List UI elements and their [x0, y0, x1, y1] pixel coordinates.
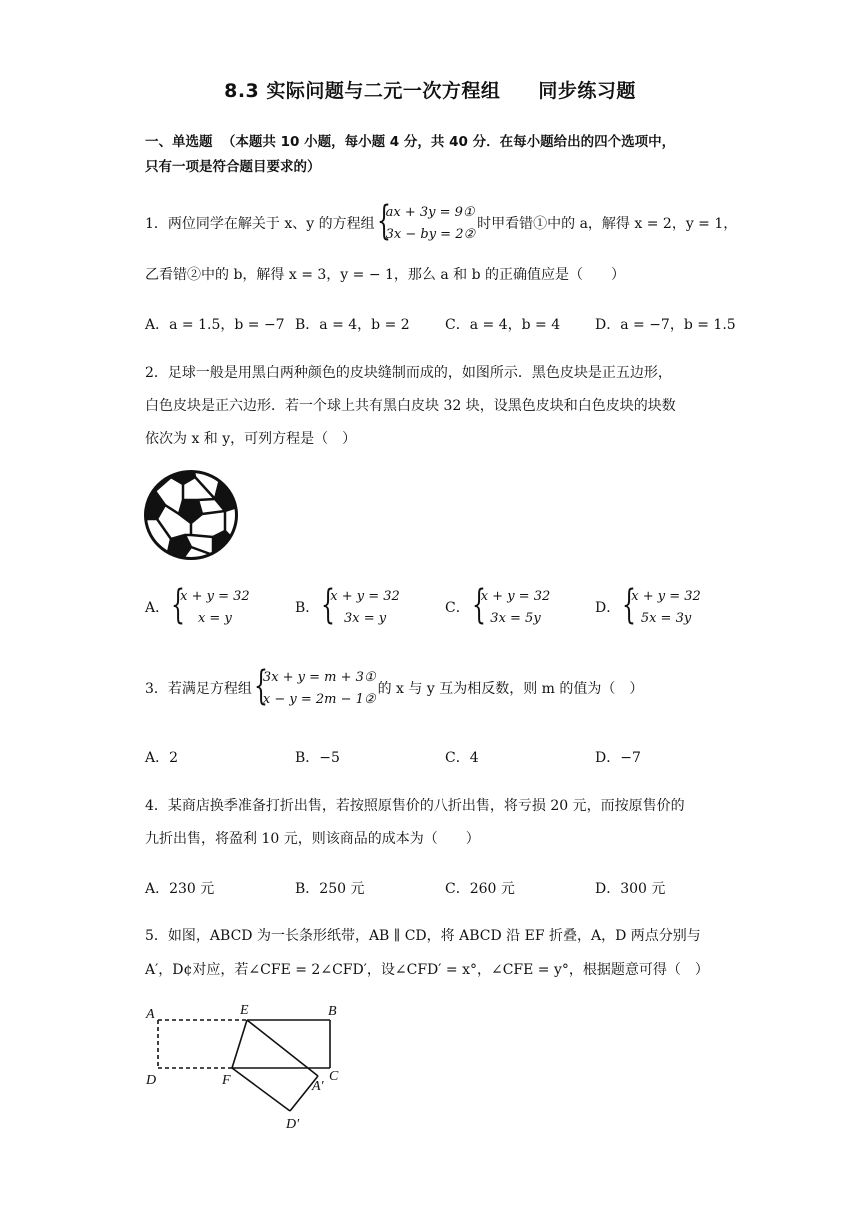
q2-option-b-system: { x + y = 32 3x = y	[321, 582, 400, 628]
q2-a-eq1: x + y = 32	[180, 589, 250, 604]
q1-eq1: ax + 3y = 9①	[385, 205, 475, 220]
q2-b-eq1: x + y = 32	[330, 589, 400, 604]
title-main: 8.3 实际问题与二元一次方程组	[224, 80, 501, 102]
q2-option-c[interactable]	[445, 582, 552, 630]
q3-option-c[interactable]: C．4	[445, 750, 479, 766]
q1-system: { ax + 3y = 9① 3x − by = 2②	[376, 198, 476, 244]
q1-prefix: 1．两位同学在解关于 x、y 的方程组	[145, 216, 375, 232]
q3-suffix: 的 x 与 y 互为相反数，则 m 的值为（ ）	[377, 681, 644, 697]
q4-option-c[interactable]: C．260 元	[445, 881, 515, 897]
q2-option-d[interactable]	[595, 582, 703, 630]
q5-line-2: A′，D¢对应，若∠CFE = 2∠CFD′，设∠CFD′ = x°，∠CFE = y°，根据题意可得（ ）	[145, 962, 709, 978]
q2-a-eq2: x = y	[197, 611, 232, 626]
section-label: 一、单选题	[145, 134, 213, 150]
q1-option-c[interactable]: C．a = 4，b = 4	[445, 317, 561, 333]
q3-option-b[interactable]: B．−5	[295, 750, 340, 766]
question-3	[145, 663, 644, 711]
q2-d-eq1: x + y = 32	[631, 589, 701, 604]
q2-options	[0, 582, 860, 636]
q2-d-eq2: 5x = 3y	[640, 611, 692, 626]
q4-line-1: 4．某商店换季准备打折出售，若按照原售价的八折出售，将亏损 20 元，而按原售价的	[145, 798, 685, 814]
title-sub: 同步练习题	[538, 80, 636, 102]
q4-option-d[interactable]: D．300 元	[595, 881, 666, 897]
q2-c-eq1: x + y = 32	[480, 589, 551, 604]
q3-option-d[interactable]: D．−7	[595, 750, 641, 766]
q1-option-a[interactable]: A．a = 1.5，b = −7	[145, 317, 285, 333]
q2-line-1: 2．足球一般是用黑白两种颜色的皮块缝制而成的，如图所示．黑色皮块是正五边形，	[145, 365, 672, 381]
label-D: D	[146, 1073, 157, 1088]
soccer-ball-image	[143, 469, 239, 561]
q2-line-3: 依次为 x 和 y，可列方程是（ ）	[145, 431, 357, 447]
q2-option-c-system: { x + y = 32 3x = 5y	[471, 582, 551, 628]
section-desc-1: （本题共 10 小题，每小题 4 分，共 40 分．在每小题给出的四个选项中，	[221, 134, 676, 150]
q4-options	[0, 878, 860, 898]
q3-eq2: x − y = 2m − 1②	[262, 692, 376, 707]
q5-line-1: 5．如图，ABCD 为一长条形纸带，AB ∥ CD，将 ABCD 沿 EF 折叠，A，D 两点分别与	[145, 928, 701, 944]
q2-c-eq2: 3x = 5y	[490, 611, 541, 626]
label-B: B	[328, 1004, 337, 1019]
q3-system: { 3x + y = m + 3① x − y = 2m − 1②	[253, 663, 376, 709]
folded-strip-figure	[140, 998, 360, 1160]
q4-option-b[interactable]: B．250 元	[295, 881, 365, 897]
label-C: C	[329, 1069, 339, 1084]
q1-suffix: 时甲看错①中的 a，解得 x = 2，y = 1，	[477, 216, 738, 232]
section-desc-2: 只有一项是符合题目要求的）	[145, 159, 321, 175]
label-F: F	[222, 1073, 231, 1088]
q2-line-2: 白色皮块是正六边形．若一个球上共有黑白皮块 32 块，设黑色皮块和白色皮块的块数	[145, 398, 676, 414]
question-1-line-1	[145, 198, 738, 246]
q2-option-a[interactable]	[145, 582, 252, 630]
q1-line-2: 乙看错②中的 b，解得 x = 3，y = − 1，那么 a 和 b 的正确值应是（ ）	[145, 267, 626, 283]
label-A: A	[146, 1007, 155, 1022]
q1-option-b[interactable]: B．a = 4，b = 2	[295, 317, 410, 333]
q3-options	[0, 747, 860, 767]
q1-options	[0, 314, 860, 334]
page-title	[0, 76, 860, 103]
q2-option-b-label: B．	[295, 600, 320, 616]
fold-line-ef	[232, 1020, 247, 1068]
label-A-prime: A′	[312, 1079, 324, 1094]
q3-eq1: 3x + y = m + 3①	[262, 670, 376, 685]
q4-option-a[interactable]: A．230 元	[145, 881, 215, 897]
segment-fd2	[232, 1068, 290, 1111]
q4-line-2: 九折出售，将盈利 10 元，则该商品的成本为（ ）	[145, 831, 480, 847]
q2-option-a-label: A．	[145, 600, 170, 616]
q2-option-d-label: D．	[595, 600, 621, 616]
q3-option-a[interactable]: A．2	[145, 750, 179, 766]
q1-eq2: 3x − by = 2②	[385, 227, 476, 242]
q2-option-c-label: C．	[445, 600, 470, 616]
q1-option-d[interactable]: D．a = −7，b = 1.5	[595, 317, 736, 333]
label-E: E	[240, 1003, 249, 1018]
label-D-prime: D′	[286, 1117, 300, 1132]
q2-option-a-system: { x + y = 32 x = y	[171, 582, 250, 628]
q2-option-b[interactable]	[295, 582, 402, 630]
q3-prefix: 3．若满足方程组	[145, 681, 252, 697]
section-header	[145, 130, 725, 180]
q2-option-d-system: { x + y = 32 5x = 3y	[622, 582, 701, 628]
q2-b-eq2: 3x = y	[344, 611, 387, 626]
